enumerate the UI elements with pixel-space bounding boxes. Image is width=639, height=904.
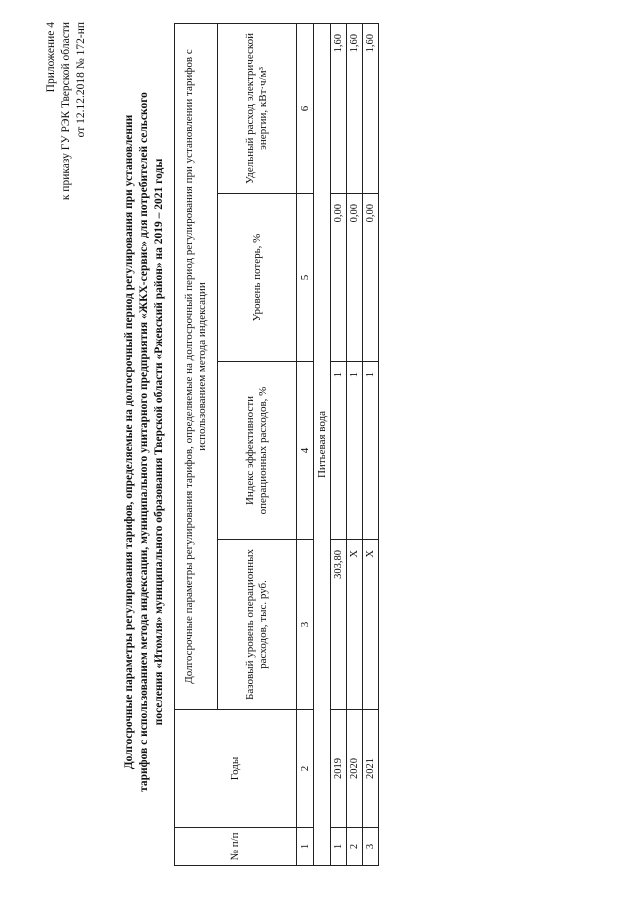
section-row bbox=[314, 23, 331, 865]
appendix-line-3: от 12.12.2018 № 172-нп bbox=[75, 22, 87, 138]
row-num: 2 bbox=[347, 828, 363, 866]
table-row bbox=[331, 23, 347, 865]
row-energy: 1,60 bbox=[347, 23, 363, 193]
appendix-line-1: Приложение 4 bbox=[45, 22, 57, 93]
appendix-note bbox=[44, 22, 89, 200]
header-base: Базовый уровень операционных расходов, тыс. руб. bbox=[218, 540, 297, 710]
column-number-row bbox=[297, 23, 314, 865]
row-base: Х bbox=[363, 540, 379, 710]
header-years: Годы bbox=[175, 710, 297, 828]
document-title bbox=[122, 32, 167, 852]
row-base: Х bbox=[347, 540, 363, 710]
colnum-4: 4 bbox=[297, 362, 314, 540]
row-energy: 1,60 bbox=[331, 23, 347, 193]
row-index: 1 bbox=[347, 362, 363, 540]
row-index: 1 bbox=[331, 362, 347, 540]
header-num: № п/п bbox=[175, 828, 297, 866]
colnum-2: 2 bbox=[297, 710, 314, 828]
colnum-6: 6 bbox=[297, 23, 314, 193]
colnum-5: 5 bbox=[297, 194, 314, 362]
row-num: 3 bbox=[363, 828, 379, 866]
header-energy: Удельный расход электрической энергии, кВт·ч/м³ bbox=[218, 23, 297, 193]
section-label: Питьевая вода bbox=[314, 23, 331, 865]
title-line-3: поселения «Итомля» муниципального образования Тверской области «Ржевский район» на 2019 – 2021 годы bbox=[153, 158, 165, 726]
row-year: 2020 bbox=[347, 710, 363, 828]
header-group: Долгосрочные параметры регулирования тарифов, определяемые на долгосрочный период регулирования при установлении тарифов с использованием метода индексации bbox=[175, 23, 218, 709]
header-row-1 bbox=[175, 23, 218, 865]
colnum-3: 3 bbox=[297, 540, 314, 710]
parameters-table bbox=[174, 23, 379, 866]
appendix-line-2: к приказу ГУ РЭК Тверской области bbox=[60, 22, 72, 201]
header-loss: Уровень потерь, % bbox=[218, 194, 297, 362]
title-line-2: тарифов с использованием метода индексации, муниципального унитарного предприятия «ЖКХ-сервис» для потребителей сельского bbox=[138, 92, 150, 792]
row-loss: 0,00 bbox=[347, 194, 363, 362]
header-index: Индекс эффективности операционных расходов, % bbox=[218, 362, 297, 540]
row-loss: 0,00 bbox=[331, 194, 347, 362]
row-year: 2021 bbox=[363, 710, 379, 828]
row-num: 1 bbox=[331, 828, 347, 866]
row-base: 303,80 bbox=[331, 540, 347, 710]
table-row bbox=[347, 23, 363, 865]
row-year: 2019 bbox=[331, 710, 347, 828]
rotated-page bbox=[20, 2, 620, 882]
row-loss: 0,00 bbox=[363, 194, 379, 362]
row-energy: 1,60 bbox=[363, 23, 379, 193]
title-line-1: Долгосрочные параметры регулирования тарифов, определяемые на долгосрочный период регулирования при установлении bbox=[123, 114, 135, 770]
colnum-1: 1 bbox=[297, 828, 314, 866]
row-index: 1 bbox=[363, 362, 379, 540]
table-row bbox=[363, 23, 379, 865]
